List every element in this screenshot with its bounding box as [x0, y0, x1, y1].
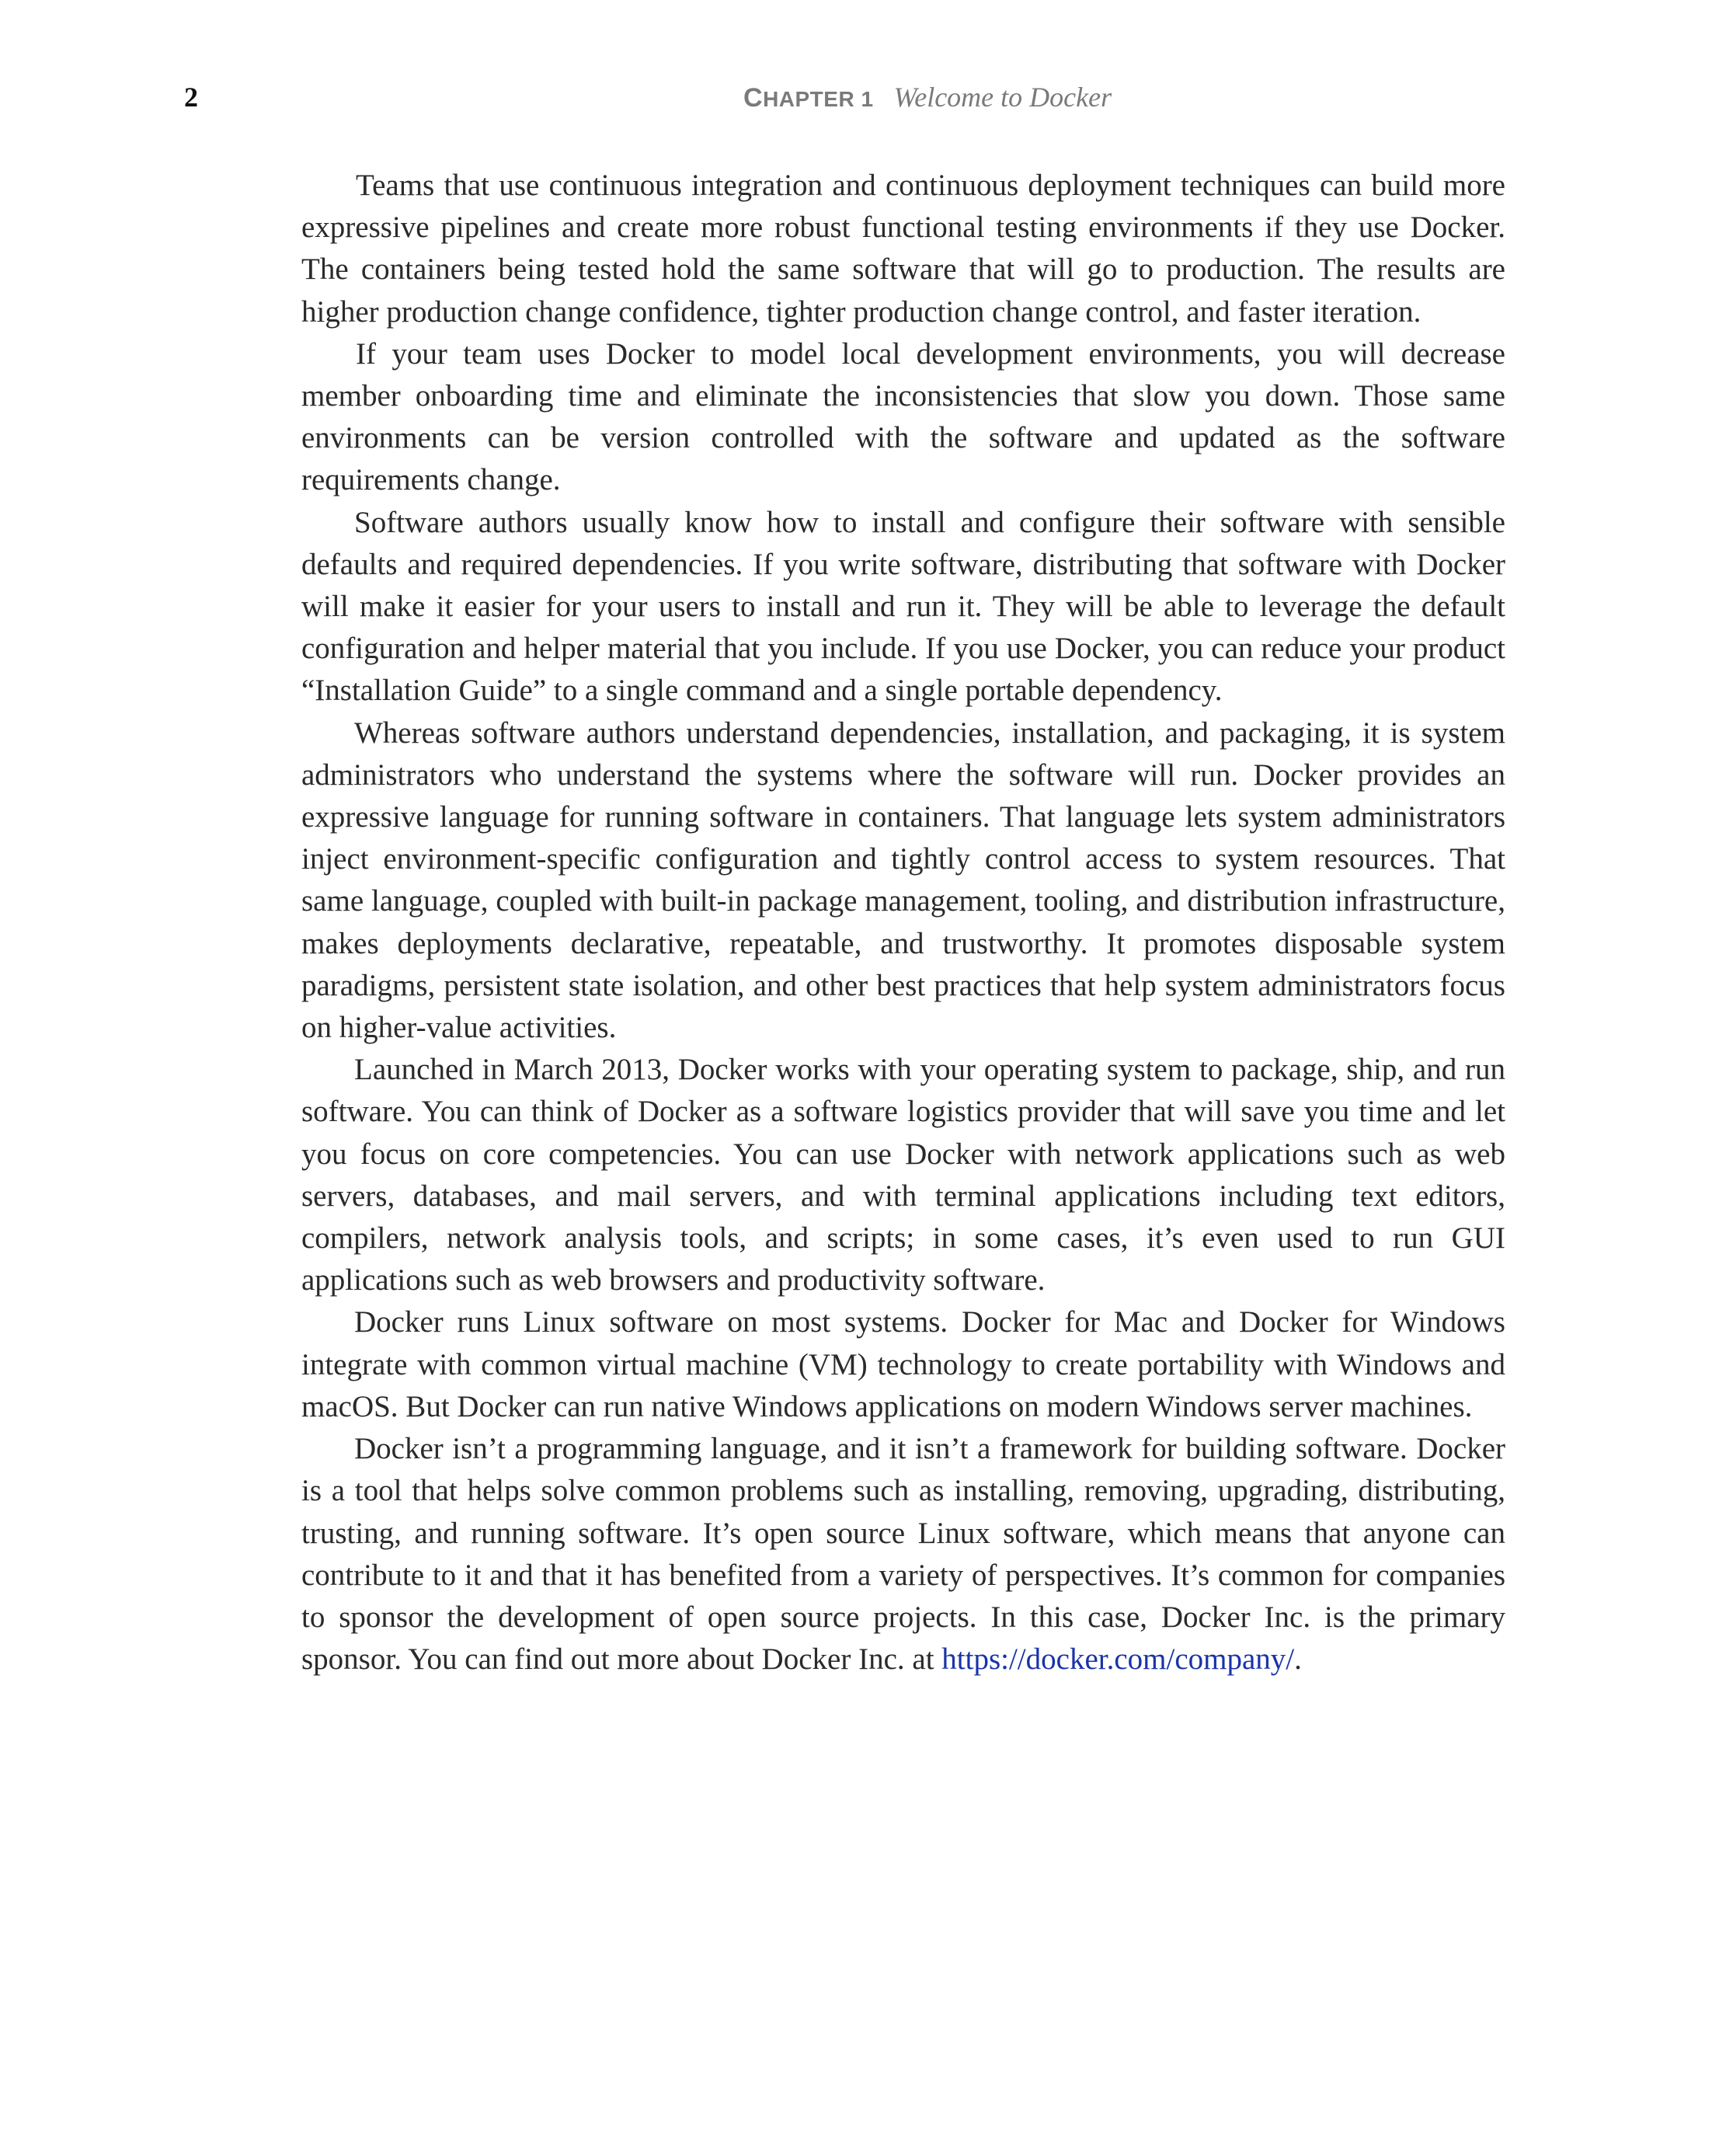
paragraph-platforms: Docker runs Linux software on most systems. Docker for Mac and Docker for Windows integrate with common virtual machine (VM) technology to create portability with Windows and macOS. But Docker can run native Windows applications on modern Windows server machines.	[301, 1305, 1505, 1423]
paragraph-local-dev: If your team uses Docker to model local development environments, you will decrease member onboarding time and eliminate the inconsistencies that slow you down. Those same environments can be version controlled with the software and updated as the software requirements change.	[301, 336, 1505, 497]
paragraph-launch: Launched in March 2013, Docker works with your operating system to package, ship, and run software. You can think of Docker as a software logistics provider that will save you time and let you focus on core competencies. You can use Docker with network applications such as web servers, databases, and mail servers, and with terminal applications including text editors, compilers, network analysis tools, and scripts; in some cases, it’s even used to run GUI applications such as web browsers and productivity software.	[301, 1053, 1505, 1297]
paragraph-software-authors: Software authors usually know how to install and configure their software with sensible defaults and required dependencies. If you write software, distributing that software with Docker will make it easier for your users to install and run it. They will be able to leverage the default configuration and helper material that you include. If you use Docker, you can reduce your product “Installation Guide” to a single command and a single portable dependency.	[301, 505, 1505, 708]
running-head	[743, 81, 1112, 113]
docker-company-link[interactable]: https://docker.com/company/	[941, 1642, 1295, 1677]
body-text	[301, 165, 1505, 1681]
paragraph-sysadmins: Whereas software authors understand dependencies, installation, and packaging, it is system administrators who understand the systems where the software will run. Docker provides an expressive language for running software in containers. That language lets system administrators inject environment-specific configuration and tightly control access to system resources. That same language, coupled with built-in package management, tooling, and distribution infrastructure, makes deployments declarative, repeatable, and trustworthy. It promotes disposable system paradigms, persistent state isolation, and other best practices that help system administrators focus on higher-value activities.	[301, 716, 1505, 1045]
chapter-title: Welcome to Docker	[893, 82, 1112, 113]
page-number: 2	[184, 82, 198, 113]
paragraph-what-docker-is: Docker isn’t a programming language, and it isn’t a framework for building software. Docker is a tool that helps solve common problems such as installing, removing, upgrading, distributing, trusting, and running software. It’s open source Linux software, which means that anyone can contribute to it and that it has benefited from a variety of perspectives. It’s common for companies to sponsor the development of open source projects. In this case, Docker Inc. is the primary sponsor. You can find out more about Docker Inc. at https://docker.com/company/.	[301, 1432, 1505, 1677]
chapter-label: CHAPTER 1	[743, 83, 874, 113]
paragraph-ci-cd: Teams that use continuous integration and continuous deployment techniques can build more expressive pipelines and create more robust functional testing environments if they use Docker. The containers being tested hold the same software that will go to production. The results are higher production change confidence, tighter production change control, and faster iteration.	[301, 169, 1505, 329]
